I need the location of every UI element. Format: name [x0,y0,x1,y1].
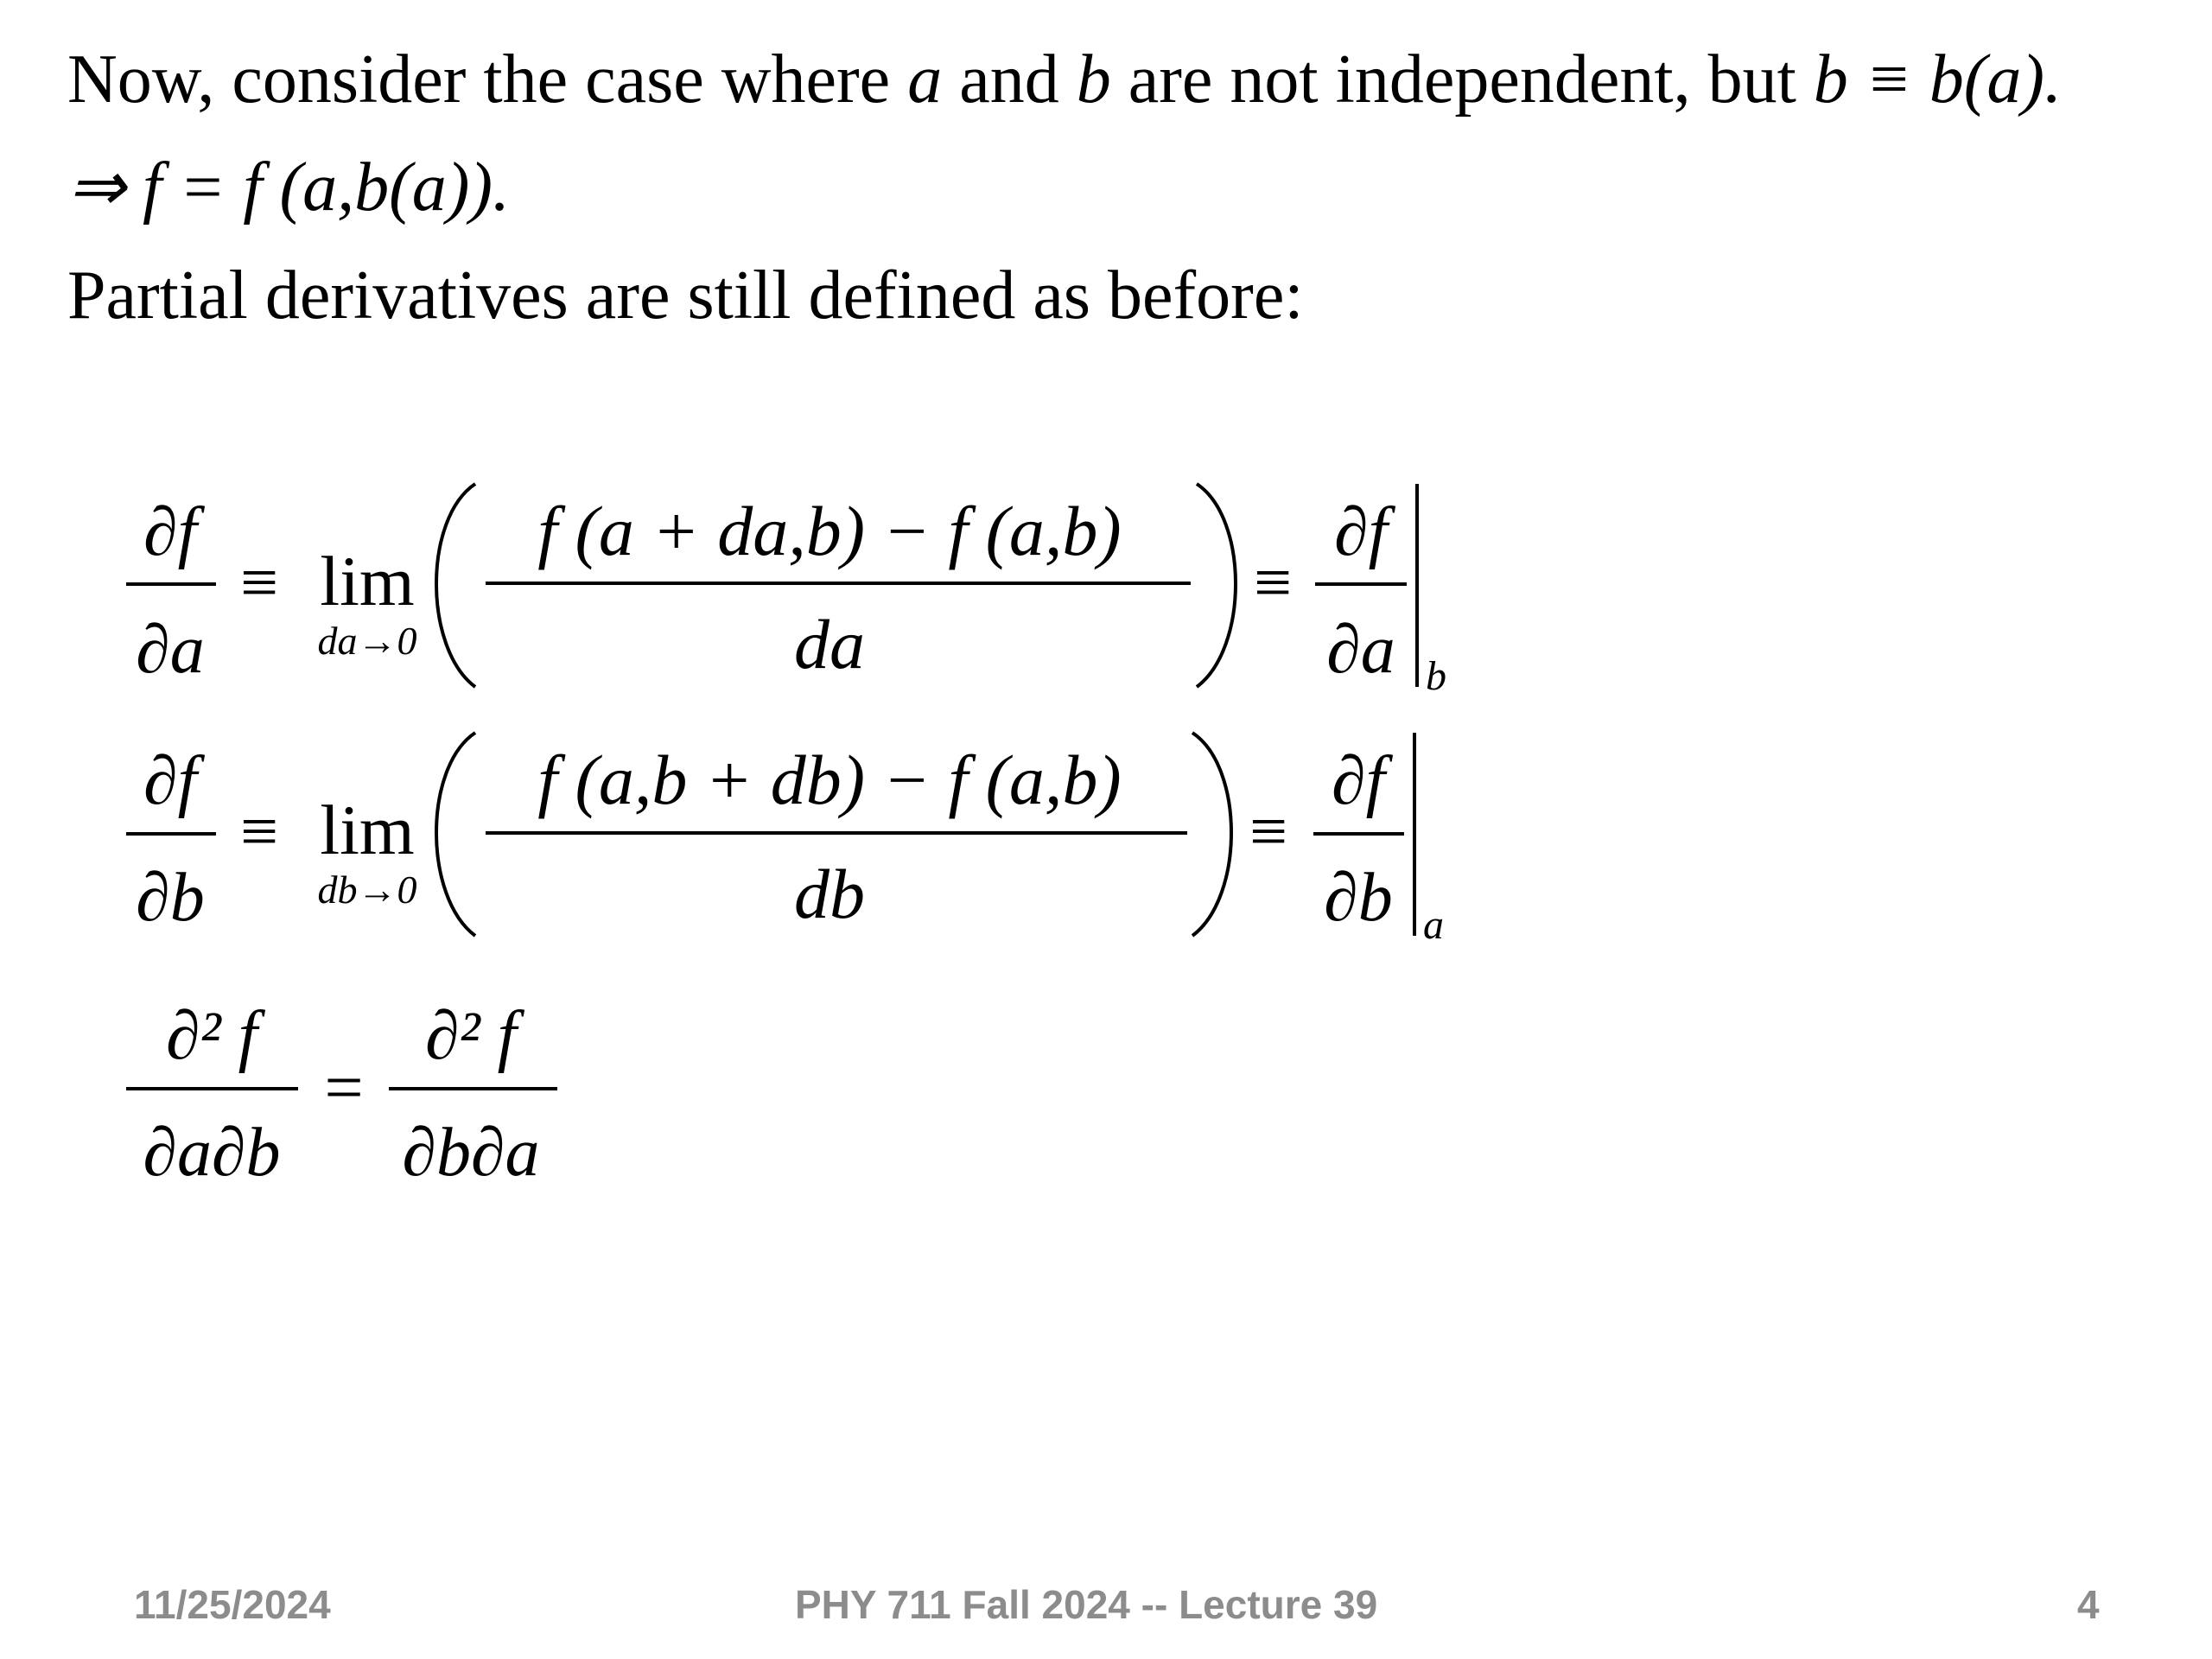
eq1-rhs-subscript: b [1426,653,1446,699]
eq3-lhs-denominator: ∂a∂b [143,1115,281,1191]
eq2-rhs-denominator: ∂b [1324,860,1393,936]
relation-b-of-a: b ≡ b(a). [1813,41,2063,118]
eq2-fraction-denominator: db [794,855,865,933]
eq2-rhs-subscript: a [1423,902,1444,948]
eq3-rhs-denominator: ∂b∂a [402,1115,540,1191]
eq2-lim-subscript: db→0 [317,868,417,912]
equation-partial-f-partial-b [126,733,1444,948]
eq1-lhs-numerator: ∂f [143,494,197,570]
eq1-equiv-2: ≡ [1254,544,1292,620]
eq1-left-paren [436,484,475,687]
eq3-lhs-numerator: ∂² f [166,998,257,1074]
equation-partial-f-partial-a [126,484,1446,699]
eq2-lhs-denominator: ∂b [136,860,205,936]
footer-course-title: PHY 711 Fall 2024 -- Lecture 39 [795,1582,1378,1627]
eq3-equals: = [324,1050,364,1126]
eq2-rhs-numerator: ∂f [1332,743,1385,819]
eq2-lhs-numerator: ∂f [143,743,197,819]
var-b: b [1076,41,1111,118]
footer-date: 11/25/2024 [134,1582,331,1627]
eq1-rhs-denominator: ∂a [1326,612,1395,688]
eq1-lhs-denominator: ∂a [136,612,205,688]
eq1-lim-subscript: da→0 [317,619,417,663]
eq2-right-paren [1192,733,1231,936]
eq1-equiv: ≡ [240,544,278,620]
implication-line: ⇒ f = f (a,b(a)). [67,149,511,226]
eq1-right-paren [1197,484,1236,687]
text-segment: Now, consider the case where [67,41,908,118]
eq2-left-paren [436,733,475,936]
eq2-equiv: ≡ [240,793,278,868]
eq1-rhs-numerator: ∂f [1334,494,1388,570]
equation-mixed-partials [126,998,557,1191]
var-a: a [907,41,943,118]
eq2-equiv-2: ≡ [1249,793,1287,868]
footer-page-number: 4 [2077,1582,2100,1627]
eq1-fraction-denominator: da [794,605,865,683]
eq2-fraction-numerator: f (a,b + db) − f (a,b) [537,741,1122,819]
text-segment: are not independent, but [1110,41,1814,118]
eq3-rhs-numerator: ∂² f [425,998,517,1074]
eq1-fraction-numerator: f (a + da,b) − f (a,b) [537,492,1122,570]
eq1-lim: lim [320,542,415,620]
text-segment: and [942,41,1077,118]
text-line-partials: Partial derivatives are still defined as before: [67,257,1304,334]
eq2-lim: lim [320,791,415,869]
